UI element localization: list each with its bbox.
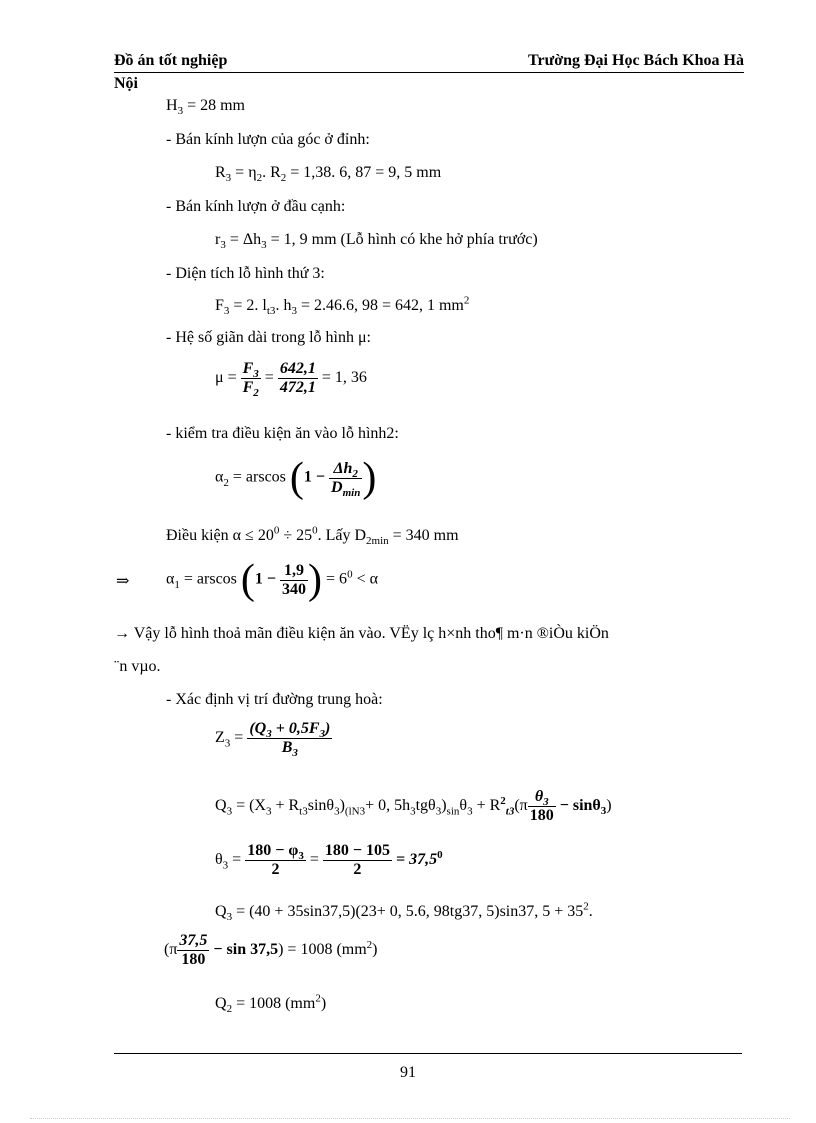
implies-arrow: ⇒ [116,573,130,590]
q3calc-fraction: $\frac{37,5}{180}$ [179,932,208,968]
alpha2-equation: $\alpha_2 = arscos$ (1 − $\frac{\Delta h_2}{D_{min}}$ ) [215,455,377,501]
page-header [114,52,744,73]
h3-line: $H_3 = 28$ mm [166,97,245,118]
q2-result: $Q_2 = 1008$ $(mm^2)$ [215,992,327,1016]
f3-equation: $F_3 = 2$. $l_{t3}$. $h_3 = 2.46.6$, 98 = 642, 1 $mm^2$ [215,294,470,318]
r3-equation: $R_3 = \eta_2$. $R_2 = 1,38$. 6, 87 = 9, 5 mm [215,164,442,185]
conclusion-line-2: ¨n vµo. [114,658,161,675]
neutral-axis-label: - Xác định vị trí đường trung hoà: [166,691,383,708]
q3-calculation: $Q_3 = (40 + 35\sin 37,5)(23+ 0$, 5.6, 98tg37, 5)sin37, $5 + 35^2$. [215,900,593,924]
radius-corner-label: - Bán kính lượn của góc ở đỉnh: [166,131,370,148]
theta3-fraction-1: $\frac{180 - \varphi_3}{2}$ [247,842,304,878]
mu-equation: μ = $\frac{F_3}{F_2}$ = $\frac{642,1}{472,1}$ = 1, 36 [215,360,367,400]
z3-fraction: $\frac{(Q_3 + 0,5F_3)}{B_3}$ [249,720,331,760]
q3-formula: $Q_3 = (X_3 + R_{t3}\sin\theta_3)_{(lN3}+ 0$, $5h_3tg\theta_3)_{sin}\theta_3 + R^2_{t3}(\pi$ $\frac{\theta_3}{180}$ − sinθ$_3$) [215,788,612,824]
alpha2-fraction: $\frac{\Delta h_2}{D_{min}}$ [331,459,361,499]
mu-fraction-2: $\frac{642,1}{472,1}$ [279,360,316,396]
mu-label: - Hệ số giãn dài trong lỗ hình μ: [166,329,371,346]
conclusion-line-1: → Vậy lỗ hình thoả mãn điều kiện ăn vào. VËy lç h×nh tho¶ m·n ®iÒu kiÖn [114,625,609,642]
theta3-equation: $\theta_3$ = $\frac{180 - \varphi_3}{2}$ = $\frac{180 - 105}{2}$ = $37,5^0$ [215,842,443,878]
header-continuation: Nội [114,75,138,92]
check-label: - kiểm tra điều kiện ăn vào lỗ hình2: [166,425,399,442]
small-r3-equation: $r_3 = \Delta h_3 = 1$, 9 mm (Lỗ hình có khe hở phía trước) [215,231,538,252]
page-number: 91 [400,1064,416,1081]
header-right-title: Trường Đại Học Bách Khoa Hà [528,52,744,69]
z3-equation: $Z_3$ = $\frac{(Q_3 + 0,5F_3)}{B_3}$ [215,720,331,760]
q3-calculation-cont: (π $\frac{37,5}{180}$ − sin 37,5) = 1008 $(mm^2)$ [164,932,378,968]
area-label: - Diện tích lỗ hình thứ 3: [166,265,325,282]
footer-rule [114,1053,742,1054]
condition-line: Điều kiện $\alpha \le 20^0 \div 25^0$. Lấy $D_{2min} = 340$ mm [166,524,459,548]
radius-edge-label: - Bán kính lượn ở đầu cạnh: [166,198,346,215]
mu-fraction-1: $\frac{F_3}{F_2}$ [242,360,259,400]
page-bottom-border [30,1118,790,1119]
q3-fraction: $\frac{\theta_3}{180}$ [529,788,554,824]
alpha1-equation: $\alpha_1 = arscos$ (1 − $\frac{1,9}{340}$ ) = $6^0 < \alpha$ [166,557,378,603]
header-left-title: Đồ án tốt nghiệp [114,52,228,69]
theta3-fraction-2: $\frac{180 - 105}{2}$ [324,842,390,878]
alpha1-fraction: $\frac{1,9}{340}$ [282,561,307,598]
